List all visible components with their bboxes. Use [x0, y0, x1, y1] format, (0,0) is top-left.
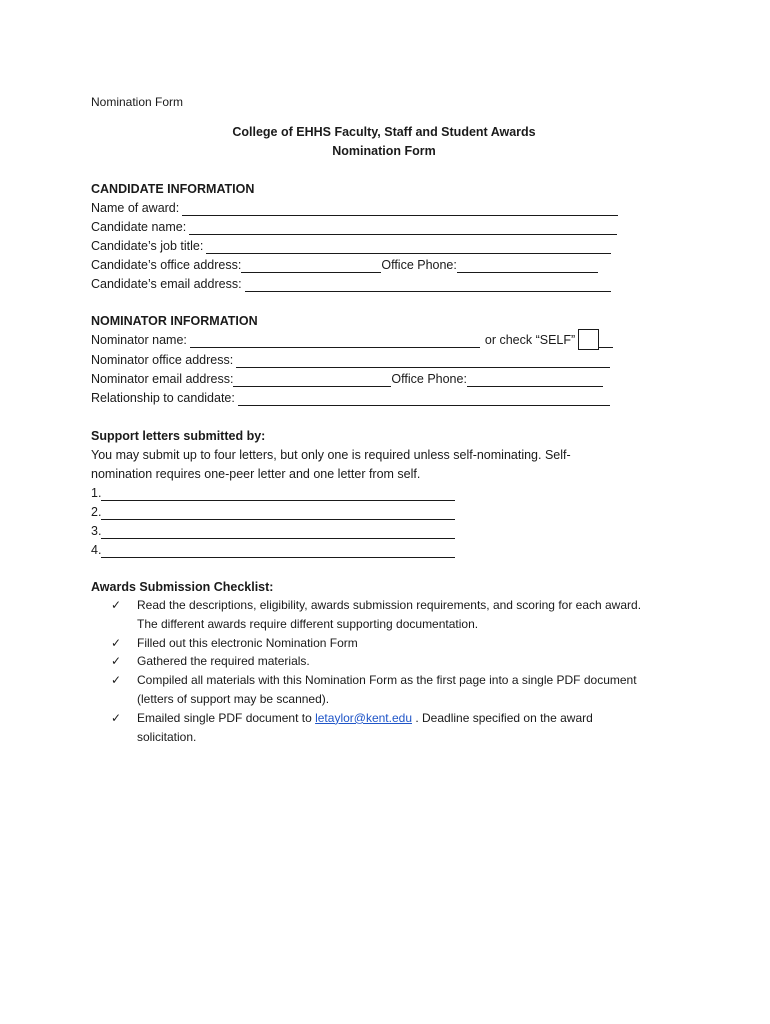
nominator-name-label: Nominator name: — [91, 333, 187, 347]
support-letter-field[interactable] — [101, 487, 455, 501]
checklist-item-text: Filled out this electronic Nomination Form — [137, 635, 358, 650]
candidate-name-row — [91, 219, 617, 235]
checklist-item-text: Read the descriptions, eligibility, awards submission requirements, and scoring for each award. — [137, 598, 642, 612]
award-name-label: Name of award: — [91, 201, 180, 215]
checklist-item — [111, 671, 691, 709]
checkmark-icon: ✓ — [111, 635, 122, 650]
nominator-email-row — [91, 371, 603, 387]
relationship-label: Relationship to candidate: — [91, 391, 235, 405]
support-description-line1: You may submit up to four letters, but only one is required unless self-nominating. Self- — [91, 448, 571, 462]
candidate-email-label: Candidate’s email address: — [91, 277, 242, 291]
support-letter-number: 4. — [91, 543, 102, 557]
candidate-job-field[interactable] — [206, 240, 611, 254]
support-letter-row-1 — [91, 485, 455, 501]
candidate-phone-label: Office Phone: — [381, 258, 457, 272]
relationship-field[interactable] — [238, 392, 610, 406]
nominator-name-field[interactable] — [190, 334, 480, 348]
support-letter-number: 2. — [91, 505, 102, 519]
candidate-section-heading: CANDIDATE INFORMATION — [91, 182, 255, 196]
candidate-office-label: Candidate’s office address: — [91, 258, 242, 272]
support-section-heading: Support letters submitted by: — [91, 429, 266, 443]
nominator-office-row — [91, 352, 610, 368]
checklist-item — [111, 652, 691, 671]
checklist-heading: Awards Submission Checklist: — [91, 580, 274, 594]
nominator-section-heading: NOMINATOR INFORMATION — [91, 314, 258, 328]
support-letter-field[interactable] — [101, 506, 455, 520]
checklist-item-text: The different awards require different supporting documentation. — [137, 616, 479, 631]
candidate-phone-field[interactable] — [457, 259, 598, 273]
relationship-row — [91, 390, 610, 406]
checklist-item — [111, 634, 691, 653]
checkmark-icon: ✓ — [111, 598, 122, 612]
nominator-phone-field[interactable] — [467, 373, 603, 387]
checklist-item-text: Gathered the required materials. — [137, 654, 310, 669]
candidate-office-row — [91, 257, 598, 273]
support-letter-number: 1. — [91, 486, 102, 500]
nominator-email-label: Nominator email address: — [91, 372, 234, 386]
checklist — [111, 596, 691, 746]
checklist-item-text: solicitation. — [137, 729, 197, 744]
candidate-name-field[interactable] — [189, 221, 617, 235]
support-letter-row-2 — [91, 504, 455, 520]
checklist-item — [111, 709, 691, 747]
candidate-name-label: Candidate name: — [91, 220, 187, 234]
self-check-label: or check “SELF” — [484, 333, 576, 347]
checkmark-icon: ✓ — [111, 710, 122, 725]
candidate-office-field[interactable] — [241, 259, 381, 273]
nominator-email-field[interactable] — [233, 373, 391, 387]
award-name-row — [91, 200, 618, 216]
form-header-label: Nomination Form — [91, 95, 184, 109]
nominator-office-field[interactable] — [236, 354, 610, 368]
checkmark-icon: ✓ — [111, 673, 122, 688]
checklist-item-text: Emailed single PDF document to — [137, 710, 312, 725]
self-checkbox[interactable] — [578, 329, 599, 350]
candidate-job-row — [91, 238, 611, 254]
support-letter-row-3 — [91, 523, 455, 539]
nominator-phone-label: Office Phone: — [391, 372, 467, 386]
support-letter-field[interactable] — [101, 525, 455, 539]
email-link[interactable]: letaylor@kent.edu — [315, 710, 412, 725]
checklist-item — [111, 596, 691, 634]
nominator-office-label: Nominator office address: — [91, 353, 234, 367]
candidate-email-field[interactable] — [245, 278, 611, 292]
form-title-line1: College of EHHS Faculty, Staff and Student Awards — [232, 125, 536, 139]
candidate-job-label: Candidate’s job title: — [91, 239, 204, 253]
award-name-field[interactable] — [182, 202, 618, 216]
support-letter-row-4 — [91, 542, 455, 558]
support-letter-number: 3. — [91, 524, 102, 538]
support-letter-field[interactable] — [101, 544, 455, 558]
checkmark-icon: ✓ — [111, 654, 122, 669]
checklist-item-text: (letters of support may be scanned). — [137, 691, 330, 706]
support-description-line2: nomination requires one-peer letter and one letter from self. — [91, 467, 421, 481]
checklist-item-text: Compiled all materials with this Nomination Form as the first page into a single PDF document — [137, 673, 637, 688]
candidate-email-row — [91, 276, 611, 292]
self-check-underline — [599, 334, 613, 348]
nominator-name-row — [91, 332, 613, 348]
checklist-item-text: . Deadline specified on the award — [415, 710, 593, 725]
form-title-line2: Nomination Form — [332, 144, 436, 158]
